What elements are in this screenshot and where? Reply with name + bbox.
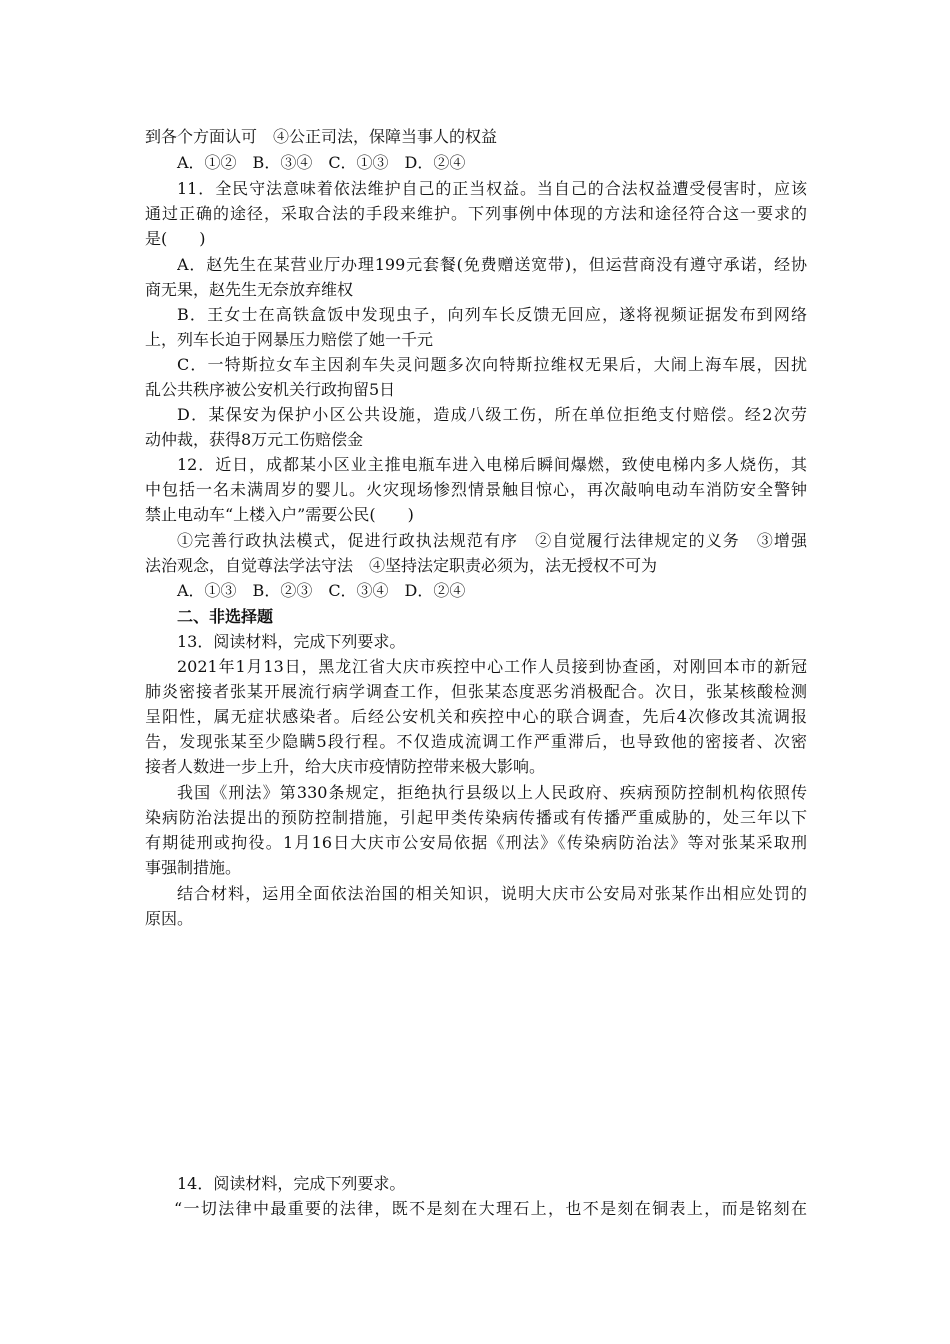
- q13-p3-line-2: 原因。: [145, 909, 194, 928]
- q12-stem-line-1: 12．近日，成都某小区业主推电瓶车进入电梯后瞬间爆燃，致使电梯内多人烧伤，其: [177, 455, 807, 474]
- q13-p2-line-4: 事强制措施。: [145, 858, 242, 877]
- q12-options: A．①③ B．②③ C．③④ D．②④: [177, 581, 466, 600]
- q13-p2-line-3: 有期徒刑或拘役。1月16日大庆市公安局依据《刑法》《传染病防治法》等对张某采取刑: [145, 833, 807, 852]
- q10-options: A．①② B．③④ C．①③ D．②④: [177, 153, 466, 172]
- q11-option-a-line-1: A．赵先生在某营业厅办理199元套餐(免费赠送宽带)，但运营商没有遵守承诺，经协: [177, 255, 807, 274]
- q13-p1-line-3: 呈阳性，属无症状感染者。后经公安机关和疾控中心的联合调查，先后4次修改其流调报: [145, 707, 807, 726]
- q12-stem-line-2: 中包括一名未满周岁的婴儿。火灾现场惨烈情景触目惊心，再次敲响电动车消防安全警钟: [145, 480, 807, 499]
- q13-p2-line-1: 我国《刑法》第330条规定，拒绝执行县级以上人民政府、疾病预防控制机构依照传: [177, 783, 807, 802]
- q11-stem-line-2: 通过正确的途径，采取合法的手段来维护。下列事例中体现的方法和途径符合这一要求的: [145, 204, 807, 223]
- q11-stem-line-3: 是( ): [145, 229, 206, 248]
- q11-option-b-line-1: B．王女士在高铁盒饭中发现虫子，向列车长反馈无回应，遂将视频证据发布到网络: [177, 305, 807, 324]
- q11-option-c-line-2: 乱公共秩序被公安机关行政拘留5日: [145, 380, 396, 399]
- q12-stem-line-3: 禁止电动车“上楼入户”需要公民( ): [145, 505, 414, 524]
- q13-p2-line-2: 染病防治法提出的预防控制措施，引起甲类传染病传播或有传播严重威胁的，处三年以下: [145, 808, 807, 827]
- q11-stem-line-1: 11．全民守法意味着依法维护自己的正当权益。当自己的合法权益遭受侵害时，应该: [177, 179, 807, 198]
- q11-option-a-line-2: 商无果，赵先生无奈放弃维权: [145, 280, 354, 299]
- q13-p1-line-4: 告，发现张某至少隐瞒5段行程。不仅造成流调工作严重滞后，也导致他的密接者、次密: [145, 732, 807, 751]
- q12-items-line-2: 法治观念，自觉尊法学法守法 ④坚持法定职责必须为，法无授权不可为: [145, 556, 658, 575]
- q13-p3-line-1: 结合材料，运用全面依法治国的相关知识，说明大庆市公安局对张某作出相应处罚的: [177, 884, 807, 903]
- q12-items-line-1: ①完善行政执法模式，促进行政执法规范有序 ②自觉履行法律规定的义务 ③增强: [177, 531, 807, 550]
- q13-p1-line-2: 肺炎密接者张某开展流行病学调查工作，但张某态度恶劣消极配合。次日，张某核酸检测: [145, 682, 807, 701]
- q11-option-b-line-2: 上，列车长迫于网暴压力赔偿了她一千元: [145, 330, 434, 349]
- q10-line-end: 到各个方面认可 ④公正司法，保障当事人的权益: [145, 127, 498, 146]
- q13-p1-line-5: 接者人数进一步上升，给大庆市疫情防控带来极大影响。: [145, 757, 546, 776]
- q11-option-c-line-1: C．一特斯拉女车主因刹车失灵问题多次向特斯拉维权无果后，大闹上海车展，因扰: [177, 355, 807, 374]
- q11-option-d-line-1: D．某保安为保护小区公共设施，造成八级工伤，所在单位拒绝支付赔偿。经2次劳: [177, 405, 807, 424]
- q13-p1-line-1: 2021年1月13日，黑龙江省大庆市疾控中心工作人员接到协查函，对刚回本市的新冠: [177, 657, 807, 676]
- q14-p1-line-1: “一切法律中最重要的法律，既不是刻在大理石上，也不是刻在铜表上，而是铭刻在: [174, 1199, 807, 1218]
- q13-stem: 13．阅读材料，完成下列要求。: [177, 632, 406, 651]
- section-2-title: 二、非选择题: [177, 607, 274, 626]
- q11-option-d-line-2: 动仲裁，获得8万元工伤赔偿金: [145, 430, 364, 449]
- q14-stem: 14．阅读材料，完成下列要求。: [177, 1174, 406, 1193]
